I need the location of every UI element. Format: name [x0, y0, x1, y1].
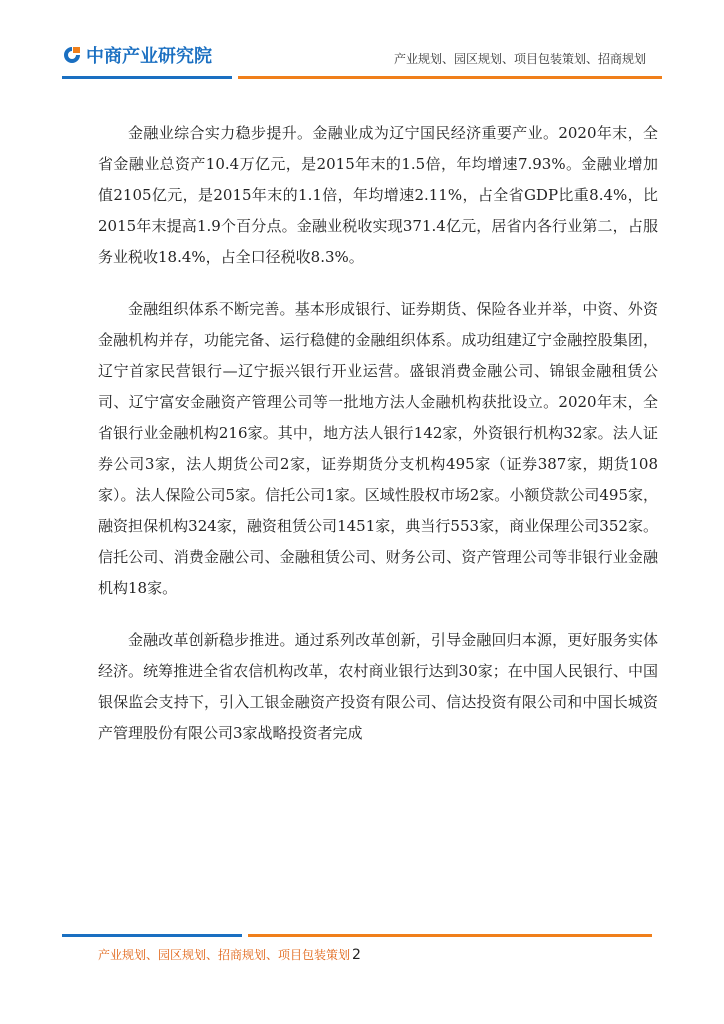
header-divider-blue: [62, 76, 232, 79]
page-footer: [98, 946, 361, 963]
page-number: 2: [352, 947, 361, 963]
footer-divider-blue: [62, 934, 242, 937]
company-logo-icon: [62, 45, 82, 65]
logo-text: 中商产业研究院: [86, 46, 212, 67]
footer-divider-orange: [248, 934, 652, 937]
paragraph-finance-reform: 金融改革创新稳步推进。通过系列改革创新，引导金融回归本源，更好服务实体经济。统筹推进全省农信机构改革，农村商业银行达到30家；在中国人民银行、中国银保监会支持下，引入工银金融资产投资有限公司、信达投资有限公司和中国长城资产管理股份有限公司3家战略投资者完成: [98, 631, 658, 742]
header-divider-orange: [238, 76, 662, 79]
document-body: [98, 118, 658, 770]
company-logo: [62, 42, 212, 68]
paragraph-finance-organization: 金融组织体系不断完善。基本形成银行、证券期货、保险各业并举，中资、外资金融机构并存，功能完备、运行稳健的金融组织体系。成功组建辽宁金融控股集团，辽宁首家民营银行—辽宁振兴银行开业运营。盛银消费金融公司、锦银金融租赁公司、辽宁富安金融资产管理公司等一批地方法人金融机构获批设立。2020年末，全省银行业金融机构216家。其中，地方法人银行142家，外资银行机构32家。法人证券公司3家，法人期货公司2家，证券期货分支机构495家（证券387家，期货108家）。法人保险公司5家。信托公司1家。区域性股权市场2家。小额贷款公司495家，融资担保机构324家，融资租赁公司1451家，典当行553家，商业保理公司352家。信托公司、消费金融公司、金融租赁公司、财务公司、资产管理公司等非银行业金融机构18家。: [98, 300, 658, 597]
header-tagline: 产业规划、园区规划、项目包装策划、招商规划: [393, 52, 646, 66]
page-header: [0, 0, 724, 90]
footer-text: 产业规划、园区规划、招商规划、项目包装策划: [98, 948, 351, 962]
paragraph-finance-strength: 金融业综合实力稳步提升。金融业成为辽宁国民经济重要产业。2020年末，全省金融业总资产10.4万亿元，是2015年末的1.5倍，年均增速7.93%。金融业增加值2105亿元，是2015年末的1.1倍，年均增速2.11%，占全省GDP比重8.4%，比2015年末提高1.9个百分点。金融业税收实现371.4亿元，居省内各行业第二，占服务业税收18.4%，占全口径税收8.3%。: [98, 124, 658, 266]
